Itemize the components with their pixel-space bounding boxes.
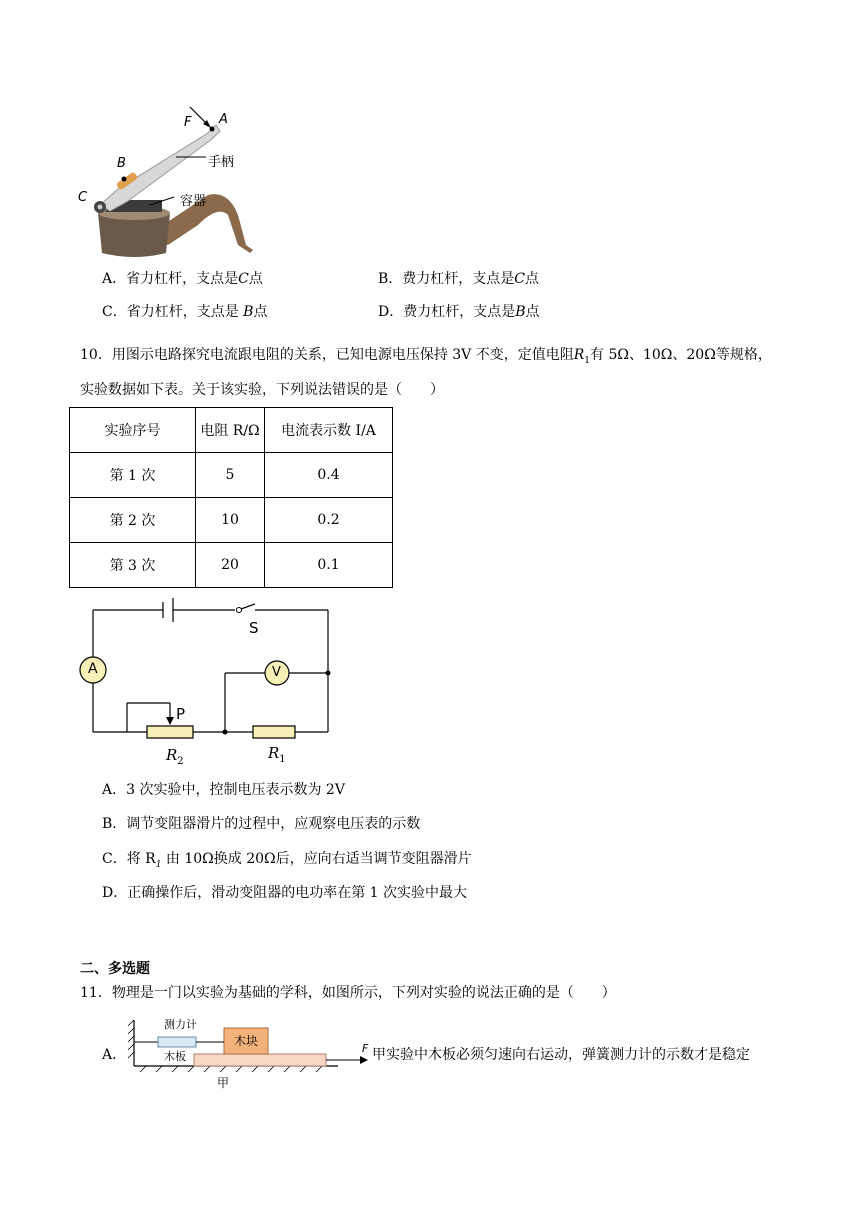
q10-option-b[interactable]: B．调节变阻器滑片的过程中，应观察电压表的示数 [102, 816, 421, 832]
table-cell: 第 2 次 [70, 498, 196, 543]
block-label: 木块 [234, 1034, 259, 1048]
table-cell: 0.2 [265, 498, 393, 543]
table-cell: 5 [196, 453, 265, 498]
label-handle: 手柄 [208, 155, 235, 170]
q9-option-b[interactable]: B．费力杠杆，支点是C点 [378, 271, 540, 287]
q9-option-a[interactable]: A．省力杠杆，支点是C点 [102, 271, 263, 287]
table-header: 电流表示数 I/A [265, 408, 393, 453]
figure-caption: 甲 [217, 1076, 230, 1090]
q10-option-a[interactable]: A．3 次实验中，控制电压表示数为 2V [102, 782, 345, 798]
table-header: 电阻 R/Ω [196, 408, 265, 453]
table-row [70, 498, 393, 543]
table-cell: 第 1 次 [70, 453, 196, 498]
r1-label: $R_1$ [268, 744, 286, 765]
table-header: 实验序号 [70, 408, 196, 453]
gauge-label: 测力计 [164, 1018, 197, 1031]
switch-label: S [249, 619, 259, 637]
r2-symbol [147, 726, 193, 738]
q9-option-d[interactable]: D．费力杠杆，支点是B点 [378, 304, 540, 320]
q10-option-d[interactable]: D．正确操作后，滑动变阻器的电功率在第 1 次实验中最大 [102, 885, 468, 901]
lever-illustration [78, 105, 258, 260]
r2-label: $R_2$ [166, 746, 184, 767]
label-f: F [184, 115, 192, 130]
label-b: B [117, 156, 126, 171]
table-cell: 10 [196, 498, 265, 543]
label-a: A [219, 112, 228, 127]
q9-option-c[interactable]: C．省力杠杆，支点是 B点 [102, 304, 268, 320]
lever-figure [78, 105, 258, 260]
table-cell: 第 3 次 [70, 543, 196, 588]
circuit-diagram [75, 595, 345, 775]
voltmeter-label: V [272, 665, 281, 680]
q10-stem-line1: 10．用图示电路探究电流跟电阻的关系，已知电源电压保持 3V 不变，定值电阻$R_1$有 5Ω、10Ω、20Ω等规格， [80, 347, 772, 366]
table-header-row [70, 408, 393, 453]
ammeter-label: A [88, 661, 98, 677]
table-cell: 0.1 [265, 543, 393, 588]
table-row [70, 543, 393, 588]
table-cell: 20 [196, 543, 265, 588]
q11-stem: 11．物理是一门以实验为基础的学科，如图所示，下列对实验的说法正确的是（ ） [80, 985, 616, 1001]
slider-label: P [176, 705, 186, 723]
q11-option-a-text[interactable]: 甲实验中木板必须匀速向右运动，弹簧测力计的示数才是稳定 [372, 1047, 750, 1063]
label-container: 容器 [180, 194, 207, 209]
r1-symbol [253, 726, 295, 738]
force-label: F [362, 1042, 369, 1055]
q10-option-c[interactable]: C．将 $R_1$ 由 10Ω换成 20Ω后，应向右适当调节变阻器滑片 [102, 851, 472, 870]
q10-data-table [69, 407, 393, 588]
label-c: C [78, 190, 88, 205]
q11-option-a-letter[interactable]: A． [102, 1047, 127, 1063]
q10-stem-line2: 实验数据如下表。关于该实验，下列说法错误的是（ ） [80, 382, 444, 398]
table-row [70, 453, 393, 498]
board-label: 木板 [164, 1050, 186, 1063]
section-title: 二、多选题 [80, 961, 150, 977]
table-cell: 0.4 [265, 453, 393, 498]
